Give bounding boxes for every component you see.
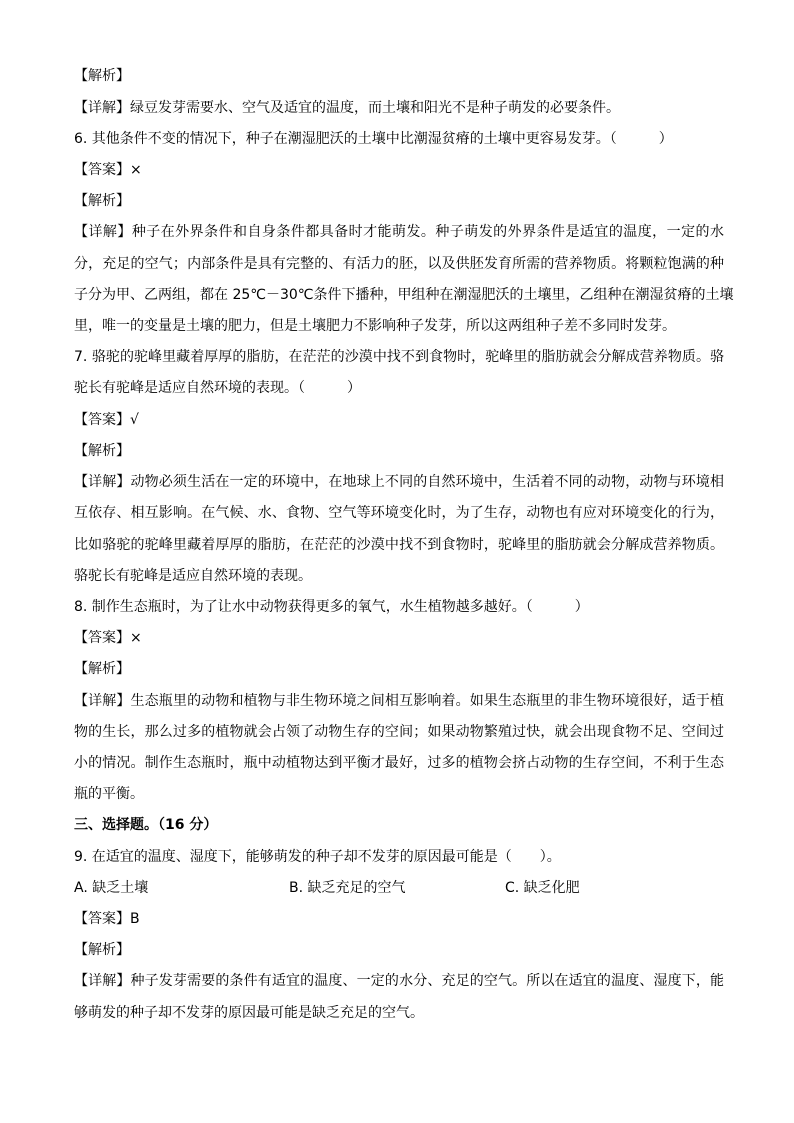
q9-detail-line: 【详解】种子发芽需要的条件有适宜的温度、一定的水分、充足的空气。所以在适宜的温度、湿度下，能: [74, 973, 724, 989]
q5-analysis-label: 【解析】: [74, 68, 130, 84]
q7-detail-line: 比如骆驼的驼峰里藏着厚厚的脂肪，在茫茫的沙漠中找不到食物时，驼峰里的脂肪就会分解成营养物质。: [74, 537, 724, 553]
q7-analysis-label: 【解析】: [74, 443, 130, 459]
q9-detail-line: 够萌发的种子却不发芽的原因最可能是缺乏充足的空气。: [74, 1005, 424, 1021]
q6-analysis-label: 【解析】: [74, 193, 130, 209]
q6-answer: 【答案】×: [74, 162, 142, 178]
q8-analysis-label: 【解析】: [74, 661, 130, 677]
q5-detail: 【详解】绿豆发芽需要水、空气及适宜的温度，而土壤和阳光不是种子萌发的必要条件。: [74, 100, 620, 116]
q8-detail-line: 小的情况。制作生态瓶时，瓶中动植物达到平衡才最好，过多的植物会挤占动物的生存空间，不利于生态: [74, 755, 724, 771]
q6-detail-line: 【详解】种子在外界条件和自身条件都具备时才能萌发。种子萌发的外界条件是适宜的温度，一定的水: [74, 224, 724, 240]
q8-question: 8. 制作生态瓶时，为了让水中动物获得更多的氧气，水生植物越多越好。（ ）: [74, 599, 589, 615]
section-title: 三、选择题。（16 分）: [74, 817, 218, 833]
q9-analysis-label: 【解析】: [74, 942, 130, 958]
q7-detail-line: 互依存、相互影响。在气候、水、食物、空气等环境变化时，为了生存，动物也有应对环境变化的行为，: [74, 505, 724, 521]
q7-question-line: 7. 骆驼的驼峰里藏着厚厚的脂肪，在茫茫的沙漠中找不到食物时，驼峰里的脂肪就会分解成营养物质。骆: [74, 349, 724, 365]
q8-detail-line: 【详解】生态瓶里的动物和植物与非生物环境之间相互影响着。如果生态瓶里的非生物环境很好，适于植: [74, 693, 724, 709]
q6-question: 6. 其他条件不变的情况下，种子在潮湿肥沃的土壤中比潮湿贫瘠的土壤中更容易发芽。（ ）: [74, 131, 673, 147]
q7-detail-line: 骆驼长有驼峰是适应自然环境的表现。: [74, 568, 312, 584]
q9-option-b: B. 缺乏充足的空气: [289, 880, 406, 896]
q8-detail-line: 物的生长，那么过多的植物就会占领了动物生存的空间；如果动物繁殖过快，就会出现食物不足、空间过: [74, 724, 724, 740]
q7-detail-line: 【详解】动物必须生活在一定的环境中，在地球上不同的自然环境中，生活着不同的动物，动物与环境相: [74, 474, 724, 490]
q8-detail-line: 瓶的平衡。: [74, 786, 144, 802]
q6-detail-line: 里，唯一的变量是土壤的肥力，但是土壤肥力不影响种子发芽，所以这两组种子差不多同时发芽。: [74, 318, 676, 334]
q9-option-c: C. 缺乏化肥: [505, 880, 580, 896]
q8-answer: 【答案】×: [74, 630, 142, 646]
q6-detail-line: 分，充足的空气；内部条件是具有完整的、有活力的胚，以及供胚发育所需的营养物质。将颗粒饱满的种: [74, 256, 724, 272]
q6-detail-line: 子分为甲、乙两组，都在 25℃－30℃条件下播种，甲组种在潮湿肥沃的土壤里，乙组种在潮湿贫瘠的土壤: [74, 287, 734, 303]
q9-option-a: A. 缺乏土壤: [74, 880, 149, 896]
q7-question-line: 驼长有驼峰是适应自然环境的表现。（ ）: [74, 380, 361, 396]
q9-question: 9. 在适宜的温度、湿度下，能够萌发的种子却不发芽的原因最可能是（ ）。: [74, 849, 561, 865]
q7-answer: 【答案】√: [74, 412, 139, 428]
q9-answer: 【答案】B: [74, 911, 140, 927]
